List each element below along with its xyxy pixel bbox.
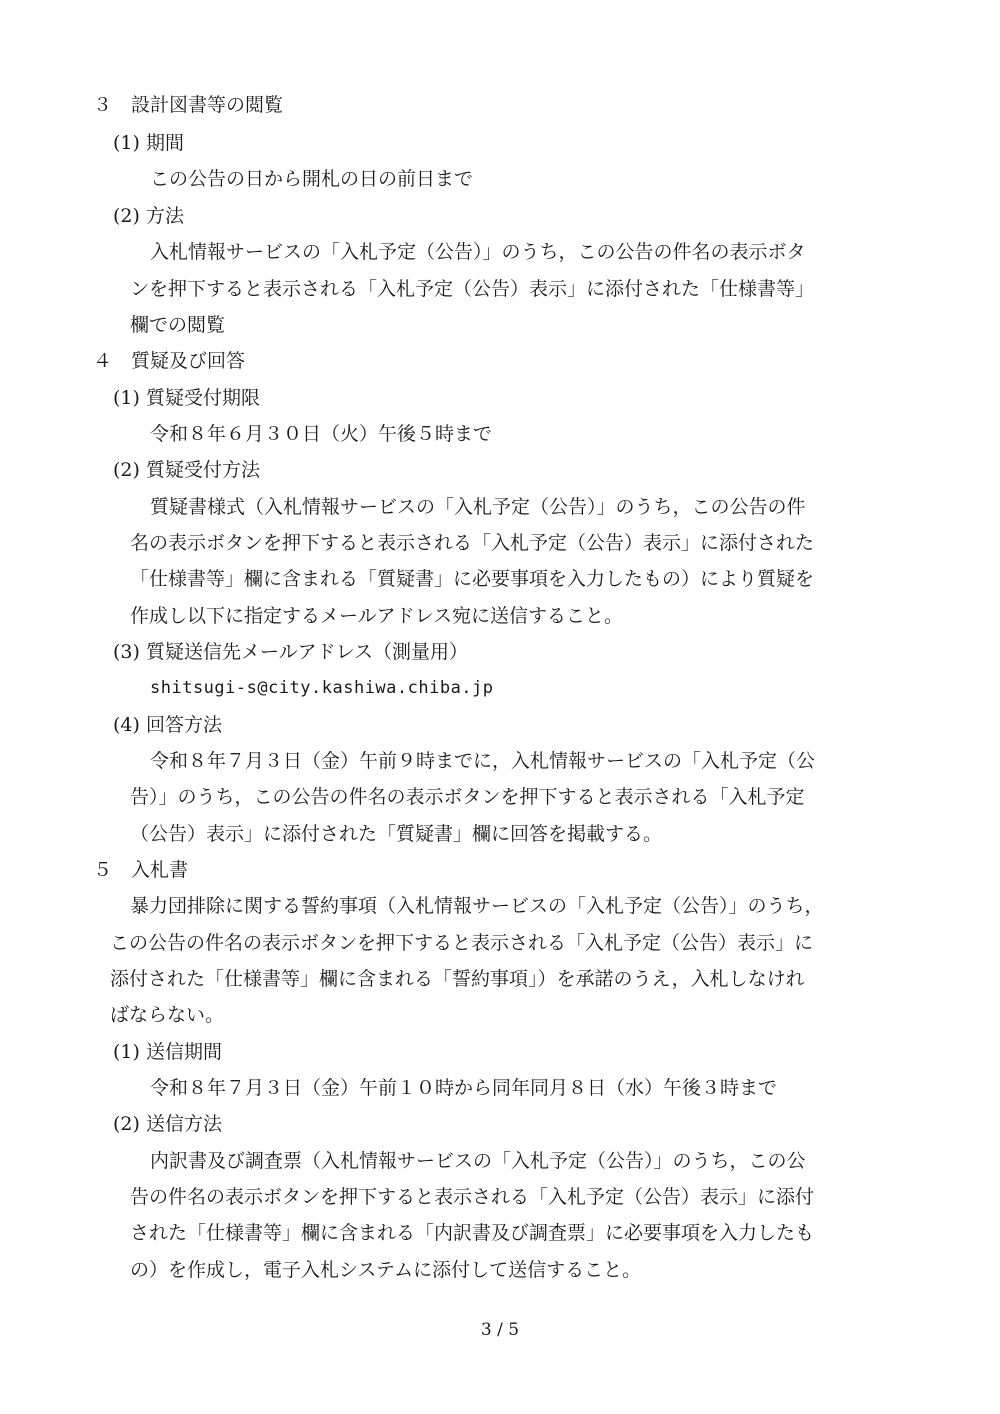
section-4-item-4-body-line: （公告）表示」に添付された「質疑書」欄に回答を掲載する。: [130, 823, 663, 845]
section-5-heading: ５ 入札書: [93, 859, 189, 881]
section-4-item-3-heading: (3) 質疑送信先メールアドレス（測量用）: [113, 641, 469, 663]
section-3-item-2-body-line: ンを押下すると表示される「入札予定（公告）表示」に添付された「仕様書等」: [130, 278, 815, 300]
section-4-item-4-heading: (4) 回答方法: [113, 714, 222, 736]
section-3-item-2-body-line: 入札情報サービスの「入札予定（公告）」のうち，この公告の件名の表示ボタ: [150, 241, 806, 263]
section-4-heading: ４ 質疑及び回答: [93, 350, 246, 372]
section-3-item-2-body-line: 欄での閲覧: [130, 314, 226, 336]
section-4-item-2-body-line: 作成し以下に指定するメールアドレス宛に送信すること。: [130, 605, 624, 627]
section-4-item-2-body-line: 名の表示ボタンを押下すると表示される「入札予定（公告）表示」に添付された: [130, 532, 815, 554]
section-5-item-2-body-line: 告の件名の表示ボタンを押下すると表示される「入札予定（公告）表示」に添付: [130, 1186, 815, 1208]
section-3-heading: ３ 設計図書等の閲覧: [93, 94, 284, 116]
page-number: 3 / 5: [480, 1320, 520, 1340]
section-3-item-1-heading: (1) 期間: [113, 132, 184, 154]
section-5-intro-line: ばならない。: [110, 1004, 225, 1026]
section-5-item-2-body-line: 内訳書及び調査票（入札情報サービスの「入札予定（公告）」のうち，この公: [150, 1150, 806, 1172]
section-4-item-1-heading: (1) 質疑受付期限: [113, 387, 260, 409]
section-5-item-2-body-line: の）を作成し，電子入札システムに添付して送信すること。: [130, 1259, 642, 1281]
section-5-item-2-body-line: された「仕様書等」欄に含まれる「内訳書及び調査票」に必要事項を入力したも: [130, 1222, 815, 1244]
section-4-item-2-heading: (2) 質疑受付方法: [113, 459, 260, 481]
section-5-intro-line: この公告の件名の表示ボタンを押下すると表示される「入札予定（公告）表示」に: [110, 932, 814, 954]
section-5-item-2-heading: (2) 送信方法: [113, 1113, 222, 1135]
section-4-item-4-body-line: 告）」のうち，この公告の件名の表示ボタンを押下すると表示される「入札予定: [130, 786, 805, 808]
section-4-item-2-body-line: 「仕様書等」欄に含まれる「質疑書」に必要事項を入力したもの）により質疑を: [130, 568, 815, 590]
section-5-item-1-heading: (1) 送信期間: [113, 1041, 222, 1063]
section-5-intro-line: 添付された「仕様書等」欄に含まれる「誓約事項」）を承諾のうえ，入札しなけれ: [110, 968, 805, 990]
section-3-item-1-body: この公告の日から開札の日の前日まで: [150, 168, 474, 190]
section-3-item-2-heading: (2) 方法: [113, 205, 184, 227]
section-4-item-4-body-line: 令和８年７月３日（金）午前９時までに，入札情報サービスの「入札予定（公: [150, 750, 816, 772]
inquiry-email-address: shitsugi-s@city.kashiwa.chiba.jp: [150, 678, 494, 698]
section-4-item-2-body-line: 質疑書様式（入札情報サービスの「入札予定（公告）」のうち，この公告の件: [150, 496, 806, 518]
section-4-item-1-body: 令和８年６月３０日（火）午後５時まで: [150, 423, 493, 445]
section-5-intro-line: 暴力団排除に関する誓約事項（入札情報サービスの「入札予定（公告）」のうち，: [130, 895, 824, 917]
section-5-item-1-body: 令和８年７月３日（金）午前１０時から同年同月８日（水）午後３時まで: [150, 1077, 778, 1099]
